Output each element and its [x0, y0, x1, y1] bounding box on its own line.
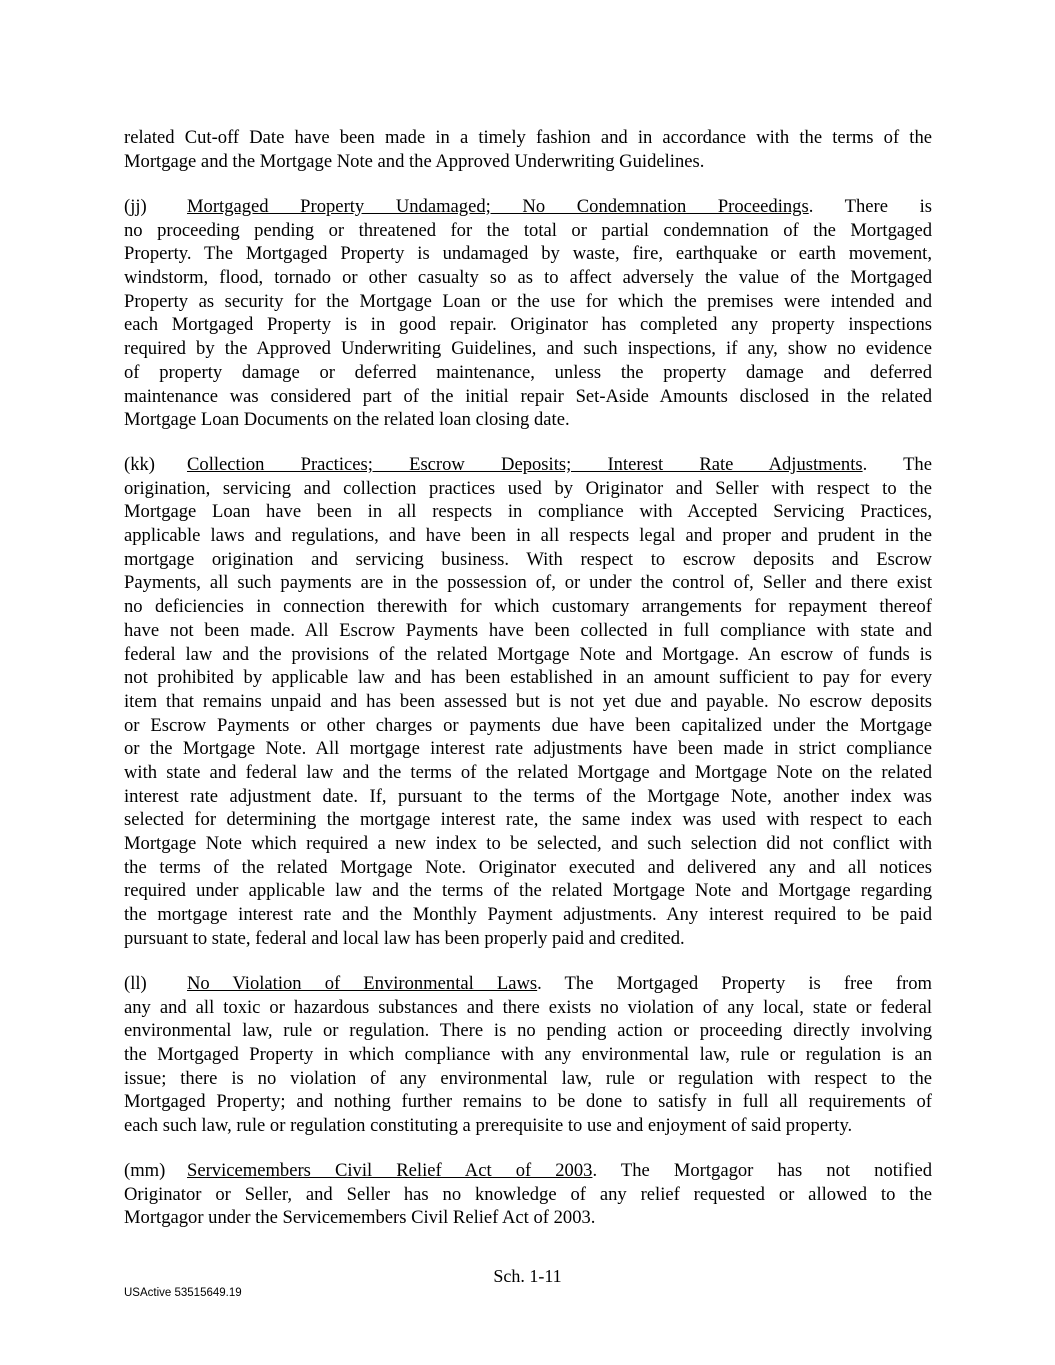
- section-label: (ll): [124, 973, 147, 994]
- text-line: no proceeding pending or threatened for the total or partial condemnation of the Mortgaged: [124, 219, 932, 241]
- section-title: Mortgaged Property Undamaged; No Condemnation Proceedings: [187, 196, 809, 217]
- text-line: Originator or Seller, and Seller has no knowledge of any relief requested or allowed to the: [124, 1183, 932, 1205]
- section-heading-line: [0, 453, 932, 477]
- text-line: Property. The Mortgaged Property is undamaged by waste, fire, earthquake or earth movement,: [124, 243, 932, 265]
- text-line: selected for determining the mortgage interest rate, the same index was used with respect to each: [124, 809, 932, 831]
- document-id: USActive 53515649.19: [124, 1287, 242, 1299]
- section-heading-line: [0, 195, 932, 219]
- text-line: the Mortgaged Property in which compliance with any environmental law, rule or regulation is an: [124, 1044, 932, 1066]
- text-line: have not been made. All Escrow Payments have been collected in full compliance with state and: [124, 619, 932, 641]
- text-line: applicable laws and regulations, and have been in all respects legal and proper and prudent in the: [124, 525, 932, 547]
- text-line: or Escrow Payments or other charges or payments due have been capitalized under the Mortgage: [124, 714, 932, 736]
- text-line: issue; there is no violation of any environmental law, rule or regulation with respect to the: [124, 1067, 932, 1089]
- section-heading-line: [0, 972, 932, 996]
- text-line: origination, servicing and collection practices used by Originator and Seller with respect to the: [124, 477, 932, 499]
- text-line: any and all toxic or hazardous substances and there exists no violation of any local, state or federal: [124, 996, 932, 1018]
- text-line: of property damage or deferred maintenance, unless the property damage and deferred: [124, 361, 932, 383]
- text-line: or the Mortgage Note. All mortgage interest rate adjustments have been made in strict compliance: [124, 738, 932, 760]
- text-line: Mortgage Note which required a new index to be selected, and such selection did not conflict with: [124, 833, 932, 855]
- text-line: no deficiencies in connection therewith for which customary arrangements for repayment thereof: [124, 596, 932, 618]
- paragraph: [124, 453, 932, 950]
- paragraph: [124, 126, 932, 173]
- text-line: Property as security for the Mortgage Loan or the use for which the premises were intended and: [124, 290, 932, 312]
- section-text: . The Mortgagor has not notified: [592, 1160, 932, 1181]
- text-line: environmental law, rule or regulation. There is no pending action or proceeding directly involving: [124, 1020, 932, 1042]
- text-line: with state and federal law and the terms of the related Mortgage and Mortgage Note on the related: [124, 761, 932, 783]
- text-line: Mortgage Loan have been in all respects in compliance with Accepted Servicing Practices,: [124, 501, 932, 523]
- text-line: Mortgagor under the Servicemembers Civil Relief Act of 2003.: [124, 1207, 596, 1229]
- page-number: Sch. 1-11: [493, 1266, 562, 1286]
- text-line: not prohibited by applicable law and has been established in an amount sufficient to pay for every: [124, 667, 932, 689]
- section-title: No Violation of Environmental Laws: [187, 973, 538, 994]
- text-line: Mortgage and the Mortgage Note and the Approved Underwriting Guidelines.: [124, 150, 705, 172]
- text-line: mortgage origination and servicing business. With respect to escrow deposits and Escrow: [124, 548, 932, 570]
- text-line: the mortgage interest rate and the Monthly Payment adjustments. Any interest required to be paid: [124, 904, 932, 926]
- text-line: required under applicable law and the terms of the related Mortgage Note and Mortgage regarding: [124, 880, 932, 902]
- section-text: . The: [862, 454, 932, 475]
- text-line: each Mortgaged Property is in good repair. Originator has completed any property inspections: [124, 314, 932, 336]
- section-label: (jj): [124, 196, 147, 217]
- text-line: maintenance was considered part of the initial repair Set-Aside Amounts disclosed in the related: [124, 385, 932, 407]
- section-label: (mm): [124, 1160, 166, 1181]
- text-line: Payments, all such payments are in the possession of, or under the control of, Seller and there exist: [124, 572, 932, 594]
- text-line: Mortgage Loan Documents on the related loan closing date.: [124, 409, 570, 431]
- paragraph: [124, 195, 932, 432]
- section-title: Collection Practices; Escrow Deposits; Interest Rate Adjustments: [187, 454, 863, 475]
- paragraph: [124, 1159, 932, 1230]
- text-line: related Cut-off Date have been made in a timely fashion and in accordance with the terms of the: [124, 127, 932, 148]
- paragraph: [124, 972, 932, 1138]
- text-line: federal law and the provisions of the related Mortgage Note and Mortgage. An escrow of funds is: [124, 643, 932, 665]
- section-label: (kk): [124, 454, 155, 475]
- text-line: windstorm, flood, tornado or other casualty so as to affect adversely the value of the Mortgaged: [124, 267, 932, 289]
- text-line: required by the Approved Underwriting Guidelines, and such inspections, if any, show no evidence: [124, 338, 932, 360]
- section-text: . The Mortgaged Property is free from: [537, 973, 932, 994]
- text-line: item that remains unpaid and has been assessed but is not yet due and payable. No escrow deposits: [124, 690, 932, 712]
- section-text: . There is: [808, 196, 932, 217]
- section-title: Servicemembers Civil Relief Act of 2003: [187, 1160, 593, 1181]
- text-line: the terms of the related Mortgage Note. Originator executed and delivered any and all notices: [124, 856, 932, 878]
- text-line: each such law, rule or regulation constituting a prerequisite to use and enjoyment of said property.: [124, 1115, 853, 1137]
- text-line: Mortgaged Property; and nothing further remains to be done to satisfy in full all requirements of: [124, 1091, 932, 1113]
- text-line: interest rate adjustment date. If, pursuant to the terms of the Mortgage Note, another index was: [124, 785, 932, 807]
- section-heading-line: [0, 1159, 932, 1183]
- text-line: pursuant to state, federal and local law has been properly paid and credited.: [124, 927, 685, 949]
